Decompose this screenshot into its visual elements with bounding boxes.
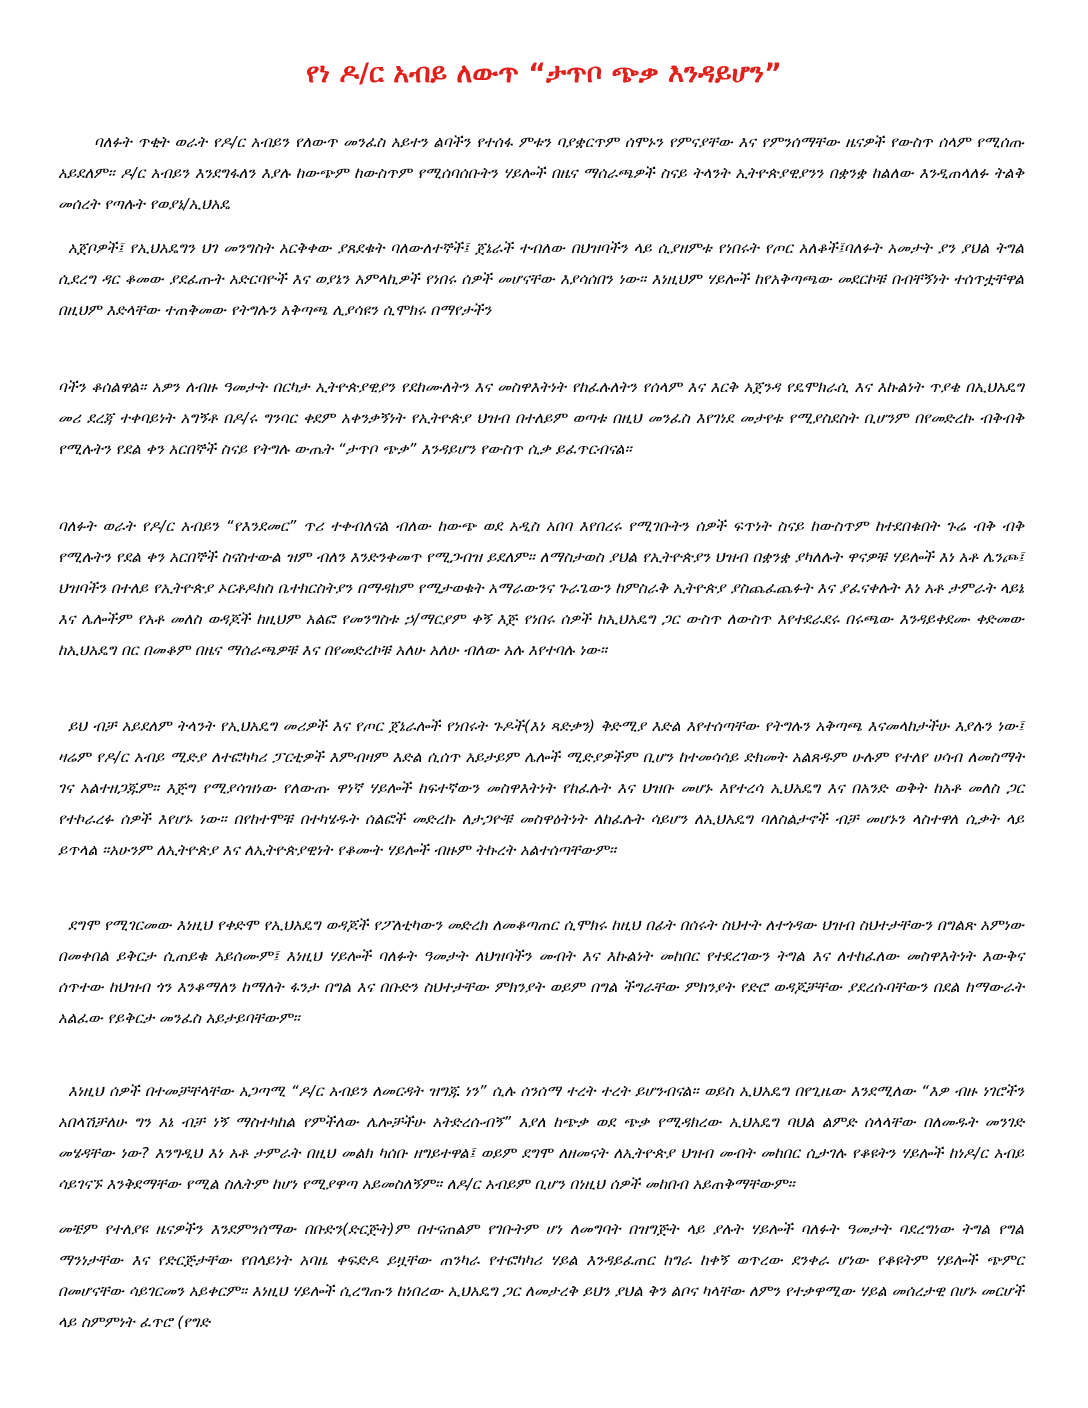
paragraph-3: ባችን ቆሰልዋል። አዎን ለብዙ ዓመታት በርካታ ኢትዮጵያዊያን የደከሙለትን እና መስዋእትነት የከፈሉለትን የሰላም እና እርቅ አጀንዳ የዴሞክራሲ እና እኩልነት ጥያቄ በኢህአዴግ መሪ ደረጃ ተቀባይነት አግኝቶ በዶ/ሩ ግንባር ቀደም አቀንቃኝነት የኢትዮጵያ ህዝብ በተለይም ወጣቱ በዚህ መንፈስ እየገነደ መታየቱ የሚያስደስት ቢሆንም በየመድረኩ ብቅብቅ የሚሉትን የደል ቀን አርበኞች ስናይ የትግሉ ውጤት “ታጥቦ ጭቃ” እንዳይሆን የውስጥ ሲቃ ይፈጥርብናል። bbox=[58, 378, 1024, 458]
paragraph-1: ባለፉት ጥቂት ወራት የዶ/ር አብይን የለውጥ መንፈስ አይተን ልባችን የተሰፋ ምቱን ባያቋርጥም ሰሞኑን የምናያቸው እና የምንሰማቸው ዜናዎች የውስጥ ሰላም የሚሰጡ አይደለም። ዶ/ር አብይን እንደግፋለን እያሉ ከውጭም ከውስጥም የሚሰባሰቡትን ሃይሎች በዜና ማሰራጫዎች ስናይ ትላንት ኢትዮጵያዊያንን በቋንቋ ከልለው እንዲጠላለፉ ትልቅ መሰረት የጣሉት የወያኔ/ኢህአዴ bbox=[58, 133, 1024, 213]
document-title: የነ ዶ/ር አብይ ለውጥ “ታጥቦ ጭቃ እንዳይሆን” bbox=[306, 58, 782, 89]
paragraph-6: ደግሞ የሚገርመው እነዚህ የቀድሞ የኢህአዴግ ወዳጆች የፖለቲካውን መድረክ ለመቆጣጠር ሲሞክሩ ከዚህ በፊት በሰሩት ስህተት ለተጎዳው ህዝብ ስህተታቸውን በግልጽ አምነው በመቀበል ይቅርታ ሲጠይቁ አይሰሙም፤ እነዚህ ሃይሎች ባለፉት ዓመታት ለህዝባችን መብት እና እኩልነት መከበር የተደረገውን ትግል እና ለተከፈለው መስዋእትነት እውቅና ሰጥተው ከህዝብ ጎን እንቆማለን ከማለት ፋንታ በግል እና በቡድን ስህተታቸው ምክንያት ወይም በግል ችግራቸው ምክንያት የድሮ ወዳጆቻቸው ያደረሱባቸውን በደል ከማውራት አልፈው የይቅርታ መንፈስ አይታይባቸውም። bbox=[58, 916, 1024, 1027]
paragraph-4: ባለፉት ወራት የዶ/ር አብይን “የእንደመር” ጥሪ ተቀብለናል ብለው ከውጭ ወደ አዲስ አበባ እየበረሩ የሚገቡትን ሰዎች ፍጥነት ስናይ ከውስጥም ከተደበቁበት ጉሬ ብቅ ብቅ የሚሉትን የደል ቀን አርበኞች ስናስተውል ዝም ብለን እንድንቀመጥ የሚጋብዝ ይደለም። ለማስታወስ ያህል የኢትዮጵያን ህዝብ በቋንቋ ያካለሉት ዋናዎቹ ሃይሎች እነ አቶ ሌንጮ፤ ህዝባችን በተለይ የኢትዮጵያ ኦርቶዶክስ ቤተክርስትያን በማዳከም የሚታወቁት አማራውንና ጉራጌውን ከምስራቅ ኢትዮጵያ ያስጨፈጨፉት እና ያፈናቀሉት እነ አቶ ታምራት ላይኔ እና ሌሎችም የአቶ መለስ ወዳጆች ከዚህም አልፎ የመንግስቱ ኃ/ማርያም ቀኝ እጅ የነበሩ ሰዎች ከኢህአዴግ ጋር ውስጥ ለውስጥ እየተደራደሩ በሩጫው እንዳይቀደሙ ቀድመው ከኢህአዴግ በር በመቆም በዜና ማሰራጫዎቹ እና በየመድረኮቹ አለሁ አለሁ ብለው አሉ እየተባሉ ነው። bbox=[58, 517, 1024, 659]
paragraph-2: አጀቦዎች፤ የኢህአዴግን ህገ መንግስት አርቅቀው ያጸደቁት ባለውለተኞች፤ ጀኔራች ተብለው በህዝባችን ላይ ሲያዘምቱ የነበሩት የጦር አለቆች፤ባለፉት አመታት ያን ያህል ትግል ሲደረግ ዳር ቆመው ያደፈጡት አድርባዮች እና ወያኔን አምላኪዎች የነበሩ ሰዎች መሆናቸው እያሳሰበን ነው። እነዚህም ሃይሎች ከየአቅጣጫው መደርኮቹ በብቸኝነት ተሰጥቷቸዋል በዚህም እድላቸው ተጠቅመው የትግሉን አቅጣጫ ሊያሳዩን ሲሞክሩ በማየታችን bbox=[58, 239, 1024, 319]
paragraph-8: መቼም የተለያዩ ዜናዎችን እንደምንሰማው በቡድን(ድርጅት)ም በተናጠልም የገቡትም ሆነ ለመግባት በዝግጅት ላይ ያሉት ሃይሎች ባለፉት ዓመታት ባደረግነው ትግል የግል ማንነታቸው እና የድርጅታቸው የበላይነት አባዜ ቀፍድዶ ይዟቸው ጠንካራ የተፎካካሪ ሃይል እንዳይፈጠር ከግራ ከቀኝ ወጥረው ደንቀራ ሆነው የቆዩትም ሃይሎች ጭምር በመሆናቸው ሳይገርመን አይቀርም። እነዚህ ሃይሎች ሲረግጡን ከነበረው ኢህአዴግ ጋር ለመታረቅ ይህን ያህል ቅን ልቦና ካላቸው ለምን የተቃዋሚው ሃይል መሰረታዊ በሆኑ መርሆች ላይ ስምምነት ፈጥሮ (የግድ bbox=[58, 1220, 1024, 1331]
paragraph-5: ይህ ብቻ አይደለም ትላንት የኢህአዴግ መሪዎች እና የጦር ጀኔራሎች የነበሩት ጉዶች(እነ ጻድቃን) ቅድሚያ እድል እየተሰጣቸው የትግሉን አቅጣጫ እናመላከታችሁ እያሉን ነው፤ ዛሬም የዶ/ር አብይ ሚድያ ለተፎካካሪ ፓርቲዎች እምብዛም እድል ሲሰጥ አይታይም ሌሎች ሚድያዎችም ቢሆን ከተመሳሳይ ድክመት አልጸዱም ሁሉም የተለየ ሀሳብ ለመስማት ገና አልተዘጋጁም። እጅግ የሚያሳዝነው የለውጡ ዋነኛ ሃይሎች ከፍተኛውን መስዋእትነት የከፈሉት እና ህዝቡ መሆኑ እየተረሳ ኢህአዴግ እና በአንድ ወቅት ከአቶ መለስ ጋር የተኮራረፉ ሰዎች እየሆኑ ነው። በየከተሞቹ በተካሄዱት ሰልፎች መድረኩ ለታጋዮቹ መስዋዕትነት ለከፈሉት ሳይሆን ለኢህአዴግ ባለስልታኖች ብቻ መሆኑን ላስተዋለ ሲቃት ላይ ይጥላል ።አሁንም ለኢትዮጵያ እና ለኢትዮጵያዊነት የቆሙት ሃይሎች ብዙም ትኩረት አልተሰጣቸውም። bbox=[58, 717, 1024, 859]
paragraph-7: እነዚህ ሰዎች በተመቻቸላቸው አጋጣሚ “ዶ/ር አብይን ለመርዳት ዝግጁ ነን” ሲሉ ሰንሰማ ተረት ተረት ይሆንብናል። ወይስ ኢህአዴግ በየጊዜው እንደሚለው “እዎ ብዙ ነገሮችን አበላሽቻለሁ ግን እኔ ብቻ ነኝ ማስተካከል የምችለው ሌሎቻችሁ አትድረሱብኝ” እያለ ከጭቃ ወደ ጭቃ የሚዳክረው ኢህአዴግ ባህል ልምድ ሰላላቸው በለመዱት መንገድ መሄዳቸው ነው? እንግዲህ እነ አቶ ታምራት በዚህ መልክ ካሰቡ ዘግይተዋል፤ ወይም ደግሞ ለዘመናት ለኢትዮጵያ ህዝብ መብት መከበር ሲታገሉ የቆዩትን ሃይሎች ከነዶ/ር አብይ ሳይገናኙ እንቅደማቸው የሚል ስሌትም ከሆነ የሚያዋጣ አይመስለኝም። ለዶ/ር አብይም ቢሆን በነዚህ ሰዎች መከበብ አይጠቅማቸውም። bbox=[58, 1082, 1024, 1193]
